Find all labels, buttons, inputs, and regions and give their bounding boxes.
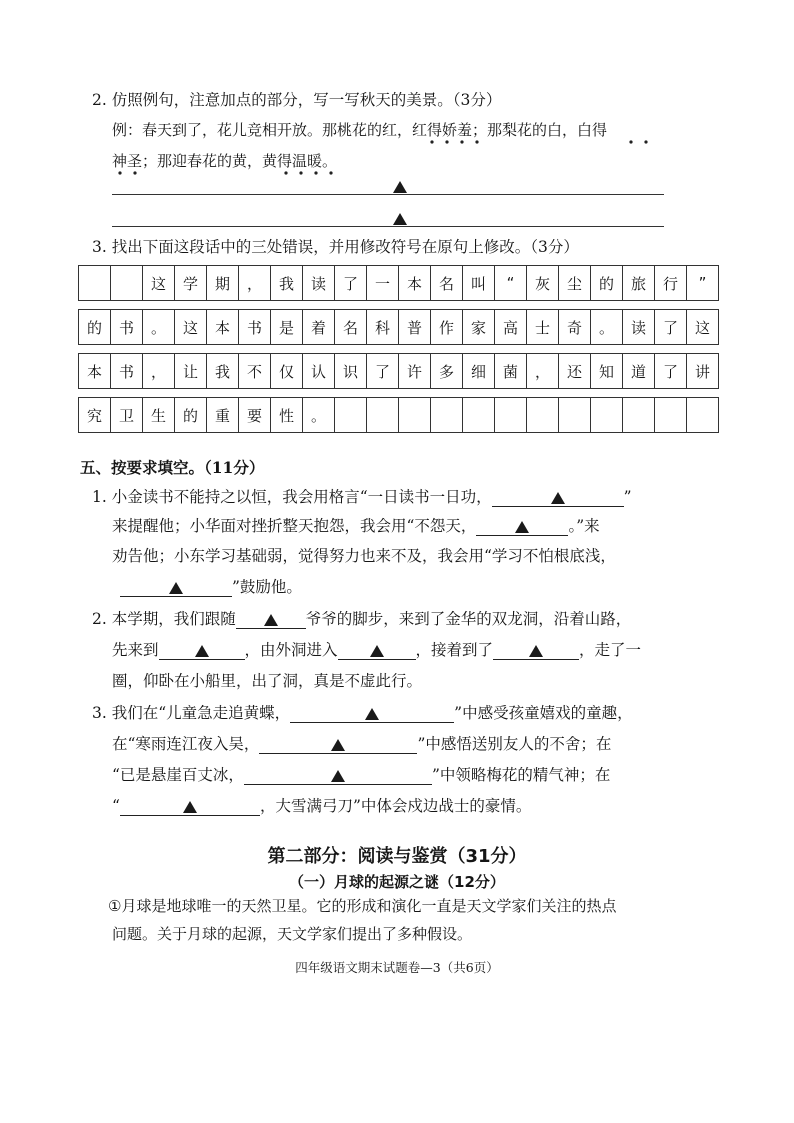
grid-gap-cell <box>79 345 111 354</box>
grid-cell[interactable]: 这 <box>687 310 719 345</box>
grid-cell[interactable] <box>687 398 719 433</box>
grid-gap-cell <box>367 345 399 354</box>
grid-gap-cell <box>623 345 655 354</box>
s5-q3-line2 <box>112 734 611 754</box>
grid-cell[interactable]: 仅 <box>271 354 303 389</box>
grid-gap-cell <box>335 301 367 310</box>
grid-gap-cell <box>143 345 175 354</box>
example-text: 。 <box>322 152 338 170</box>
grid-gap-cell <box>303 345 335 354</box>
grid-cell[interactable]: 作 <box>431 310 463 345</box>
text: ” <box>623 488 632 506</box>
grid-cell[interactable] <box>623 398 655 433</box>
grid-cell[interactable]: 一 <box>367 266 399 301</box>
grid-cell[interactable]: 奇 <box>559 310 591 345</box>
grid-gap-cell <box>591 301 623 310</box>
text: 。”来 <box>568 517 600 535</box>
grid-cell[interactable]: 多 <box>431 354 463 389</box>
emphasis-dots-svg <box>0 0 794 200</box>
answer-marker-triangle <box>515 521 529 533</box>
answer-line-2[interactable] <box>112 226 664 227</box>
grid-gap-cell <box>143 389 175 398</box>
grid-cell[interactable]: 这 <box>175 310 207 345</box>
example-text: ；那梨花的白， <box>472 121 578 139</box>
s5-q3-line4 <box>112 796 531 816</box>
grid-cell[interactable]: 本 <box>79 354 111 389</box>
grid-cell[interactable]: ， <box>143 354 175 389</box>
grid-cell[interactable]: 性 <box>271 398 303 433</box>
grid-cell[interactable]: 高 <box>495 310 527 345</box>
grid-gap-row <box>79 389 719 398</box>
grid-cell[interactable]: 究 <box>79 398 111 433</box>
grid-cell[interactable]: 期 <box>207 266 239 301</box>
grid-gap-cell <box>495 389 527 398</box>
fill-blank[interactable] <box>338 641 416 660</box>
grid-gap-cell <box>431 345 463 354</box>
grid-cell[interactable]: 的 <box>175 398 207 433</box>
dotted-phrase: 白得 <box>577 121 608 139</box>
grid-cell[interactable]: 。 <box>143 310 175 345</box>
grid-cell[interactable]: 普 <box>399 310 431 345</box>
s5-q1-line3: 劝告他；小东学习基础弱，觉得努力也来不及，我会用“学习不怕根底浅， <box>112 547 616 565</box>
grid-cell[interactable] <box>655 398 687 433</box>
grid-cell[interactable] <box>431 398 463 433</box>
grid-gap-cell <box>111 301 143 310</box>
grid-cell[interactable]: 细 <box>463 354 495 389</box>
answer-marker-triangle <box>551 492 565 504</box>
answer-marker-triangle <box>264 614 278 626</box>
text: ”中感受孩童嬉戏的童趣， <box>454 704 633 722</box>
dotted-phrase: 黄得温暖 <box>262 152 323 170</box>
answer-marker-triangle <box>331 739 345 751</box>
grid-cell[interactable]: 许 <box>399 354 431 389</box>
text: 2. 本学期，我们跟随 <box>92 610 236 628</box>
answer-marker-triangle <box>331 770 345 782</box>
grid-gap-cell <box>239 345 271 354</box>
grid-gap-cell <box>591 345 623 354</box>
grid-cell[interactable]: 科 <box>367 310 399 345</box>
part2-subtitle: （一）月球的起源之谜（12分） <box>289 873 505 891</box>
grid-gap-cell <box>335 389 367 398</box>
grid-gap-cell <box>399 389 431 398</box>
s5-q2-line3: 圈，仰卧在小船里，出了洞，真是不虚此行。 <box>112 672 423 690</box>
grid-cell[interactable]: ， <box>239 266 271 301</box>
s5-q2-line1 <box>92 609 631 629</box>
text: 爷爷的脚步，来到了金华的双龙洞，沿着山路， <box>305 610 632 628</box>
grid-gap-cell <box>431 301 463 310</box>
grid-cell[interactable] <box>591 398 623 433</box>
grid-cell[interactable]: 重 <box>207 398 239 433</box>
text: ”鼓励他。 <box>232 578 302 596</box>
q2-heading: 2. 仿照例句，注意加点的部分，写一写秋天的美景。（3分） <box>92 91 502 109</box>
grid-gap-cell <box>623 301 655 310</box>
text: “已是悬崖百丈冰， <box>112 766 244 784</box>
grid-gap-cell <box>367 301 399 310</box>
grid-gap-cell <box>527 301 559 310</box>
grid-cell[interactable]: 叫 <box>463 266 495 301</box>
part2-title: 第二部分：阅读与鉴赏（31分） <box>267 846 527 867</box>
grid-cell[interactable]: 本 <box>207 310 239 345</box>
grid-gap-cell <box>271 345 303 354</box>
grid-gap-cell <box>79 389 111 398</box>
grid-cell[interactable]: 的 <box>79 310 111 345</box>
fill-blank[interactable] <box>159 641 245 660</box>
grid-cell[interactable]: 了 <box>335 266 367 301</box>
answer-marker-triangle <box>393 213 407 225</box>
grid-row <box>79 398 719 433</box>
dotted-phrase: 红得娇羞 <box>412 121 473 139</box>
text: “ <box>112 797 120 815</box>
grid-cell[interactable]: 士 <box>527 310 559 345</box>
grid-cell[interactable] <box>399 398 431 433</box>
s5-q3-line3 <box>112 765 610 785</box>
grid-cell[interactable]: 道 <box>623 354 655 389</box>
grid-cell[interactable]: 名 <box>335 310 367 345</box>
grid-cell[interactable]: 旅 <box>623 266 655 301</box>
fill-blank[interactable] <box>236 610 306 629</box>
grid-gap-cell <box>655 345 687 354</box>
grid-cell[interactable] <box>367 398 399 433</box>
fill-blank[interactable] <box>120 797 260 816</box>
page-footer: 四年级语文期末试题卷—3（共6页） <box>295 960 499 975</box>
fill-blank[interactable] <box>259 735 417 754</box>
grid-cell[interactable]: 这 <box>143 266 175 301</box>
fill-blank[interactable] <box>244 766 432 785</box>
fill-blank[interactable] <box>476 517 568 536</box>
grid-gap-cell <box>207 301 239 310</box>
example-text: ；那迎春花的黄， <box>142 152 263 170</box>
text: ，接着到了 <box>415 641 494 659</box>
fill-blank[interactable] <box>492 488 624 507</box>
grid-cell[interactable]: 家 <box>463 310 495 345</box>
grid-cell[interactable]: 着 <box>303 310 335 345</box>
reading-paragraph-line1: ①月球是地球唯一的天然卫星。它的形成和演化一直是天文学家们关注的热点 <box>108 897 617 915</box>
s5-q1-line1 <box>92 487 632 507</box>
text: 先来到 <box>112 641 159 659</box>
grid-gap-row <box>79 345 719 354</box>
grid-gap-cell <box>303 301 335 310</box>
grid-cell[interactable]: 生 <box>143 398 175 433</box>
section5-heading: 五、按要求填空。（11分） <box>80 458 265 477</box>
grid-gap-cell <box>559 301 591 310</box>
grid-gap-cell <box>495 301 527 310</box>
text: 3. 我们在“儿童急走追黄蝶， <box>92 704 291 722</box>
grid-cell[interactable] <box>335 398 367 433</box>
grid-cell[interactable]: 读 <box>303 266 335 301</box>
grid-cell[interactable]: ， <box>527 354 559 389</box>
grid-gap-cell <box>559 345 591 354</box>
grid-cell[interactable]: 要 <box>239 398 271 433</box>
grid-gap-cell <box>367 389 399 398</box>
fill-blank[interactable] <box>493 641 579 660</box>
grid-gap-cell <box>111 389 143 398</box>
grid-cell[interactable]: 行 <box>655 266 687 301</box>
grid-gap-cell <box>207 389 239 398</box>
grid-cell[interactable]: 书 <box>239 310 271 345</box>
grid-cell[interactable] <box>79 266 111 301</box>
grid-gap-cell <box>175 301 207 310</box>
q3-heading: 3. 找出下面这段话中的三处错误，并用修改符号在原句上修改。（3分） <box>92 238 579 256</box>
s5-q1-line2 <box>112 516 600 536</box>
answer-marker-triangle <box>370 645 384 657</box>
grid-gap-cell <box>623 389 655 398</box>
example-text: 例：春天到了，花儿竞相开放。那桃花的红， <box>112 121 413 139</box>
grid-cell[interactable]: 读 <box>623 310 655 345</box>
grid-gap-cell <box>399 301 431 310</box>
grid-cell[interactable]: 菌 <box>495 354 527 389</box>
answer-marker-triangle <box>195 645 209 657</box>
grid-cell[interactable]: 了 <box>655 354 687 389</box>
grid-gap-cell <box>463 301 495 310</box>
grid-cell[interactable]: 书 <box>111 310 143 345</box>
grid-cell[interactable]: 还 <box>559 354 591 389</box>
s5-q2-line2 <box>112 640 641 660</box>
grid-cell[interactable] <box>527 398 559 433</box>
grid-cell[interactable]: 。 <box>303 398 335 433</box>
grid-cell[interactable]: 卫 <box>111 398 143 433</box>
grid-row <box>79 354 719 389</box>
grid-row <box>79 310 719 345</box>
answer-line-1[interactable] <box>112 194 664 195</box>
grid-gap-cell <box>687 301 719 310</box>
grid-gap-cell <box>399 345 431 354</box>
grid-cell[interactable]: 认 <box>303 354 335 389</box>
grid-cell[interactable]: 我 <box>207 354 239 389</box>
dotted-phrase: 神圣 <box>112 152 143 170</box>
grid-gap-cell <box>239 301 271 310</box>
grid-cell[interactable]: 的 <box>591 266 623 301</box>
grid-cell[interactable]: 了 <box>655 310 687 345</box>
grid-gap-cell <box>143 301 175 310</box>
grid-gap-cell <box>655 389 687 398</box>
grid-cell[interactable] <box>111 266 143 301</box>
grid-cell[interactable]: 灰 <box>527 266 559 301</box>
s5-q3-line1 <box>92 703 633 723</box>
grid-cell[interactable]: 讲 <box>687 354 719 389</box>
grid-gap-cell <box>655 301 687 310</box>
grid-gap-cell <box>271 389 303 398</box>
grid-cell[interactable]: 我 <box>271 266 303 301</box>
grid-gap-cell <box>271 301 303 310</box>
answer-marker-triangle <box>365 708 379 720</box>
grid-gap-cell <box>527 389 559 398</box>
grid-gap-cell <box>527 345 559 354</box>
grid-cell[interactable]: 书 <box>111 354 143 389</box>
text: ，走了一 <box>579 641 642 659</box>
grid-cell[interactable]: “ <box>495 266 527 301</box>
grid-cell[interactable] <box>559 398 591 433</box>
grid-gap-cell <box>239 389 271 398</box>
grid-cell[interactable]: ” <box>687 266 719 301</box>
grid-gap-cell <box>687 389 719 398</box>
grid-gap-cell <box>175 389 207 398</box>
grid-gap-cell <box>335 345 367 354</box>
grid-cell[interactable] <box>463 398 495 433</box>
answer-marker-triangle <box>169 582 183 594</box>
grid-gap-cell <box>687 345 719 354</box>
text: ”中领略梅花的精气神；在 <box>431 766 611 784</box>
grid-cell[interactable]: 名 <box>431 266 463 301</box>
grid-cell[interactable]: 学 <box>175 266 207 301</box>
answer-marker-triangle <box>183 801 197 813</box>
answer-marker-triangle <box>393 181 407 193</box>
text: 在“寒雨连江夜入吴， <box>112 735 260 753</box>
grid-gap-cell <box>303 389 335 398</box>
grid-row <box>79 266 719 301</box>
grid-gap-cell <box>207 345 239 354</box>
grid-cell[interactable]: 尘 <box>559 266 591 301</box>
grid-cell[interactable] <box>495 398 527 433</box>
grid-gap-cell <box>559 389 591 398</box>
grid-gap-cell <box>463 389 495 398</box>
grid-cell[interactable]: 识 <box>335 354 367 389</box>
grid-cell[interactable]: 知 <box>591 354 623 389</box>
fill-blank[interactable] <box>290 704 454 723</box>
grid-gap-cell <box>495 345 527 354</box>
composition-grid <box>78 265 719 433</box>
grid-cell[interactable]: 不 <box>239 354 271 389</box>
grid-cell[interactable]: 是 <box>271 310 303 345</box>
grid-cell[interactable]: 本 <box>399 266 431 301</box>
grid-gap-cell <box>591 389 623 398</box>
grid-gap-row <box>79 301 719 310</box>
text: ”中感悟送别友人的不舍；在 <box>417 735 612 753</box>
grid-cell[interactable]: 让 <box>175 354 207 389</box>
reading-paragraph-line2: 问题。关于月球的起源，天文学家们提出了多种假设。 <box>112 925 473 943</box>
grid-cell[interactable]: 了 <box>367 354 399 389</box>
grid-gap-cell <box>431 389 463 398</box>
text: ，由外洞进入 <box>244 641 338 659</box>
grid-gap-cell <box>175 345 207 354</box>
text: 来提醒他；小华面对挫折整天抱怨，我会用“不怨天， <box>112 517 477 535</box>
text: 1. 小金读书不能持之以恒，我会用格言“一日读书一日功， <box>92 488 492 506</box>
grid-cell[interactable]: 。 <box>591 310 623 345</box>
s5-q1-line4 <box>120 577 302 597</box>
grid-gap-cell <box>79 301 111 310</box>
grid-gap-cell <box>463 345 495 354</box>
grid-gap-cell <box>111 345 143 354</box>
text: ，大雪满弓刀”中体会戍边战士的豪情。 <box>259 797 532 815</box>
answer-marker-triangle <box>529 645 543 657</box>
fill-blank[interactable] <box>120 578 232 597</box>
